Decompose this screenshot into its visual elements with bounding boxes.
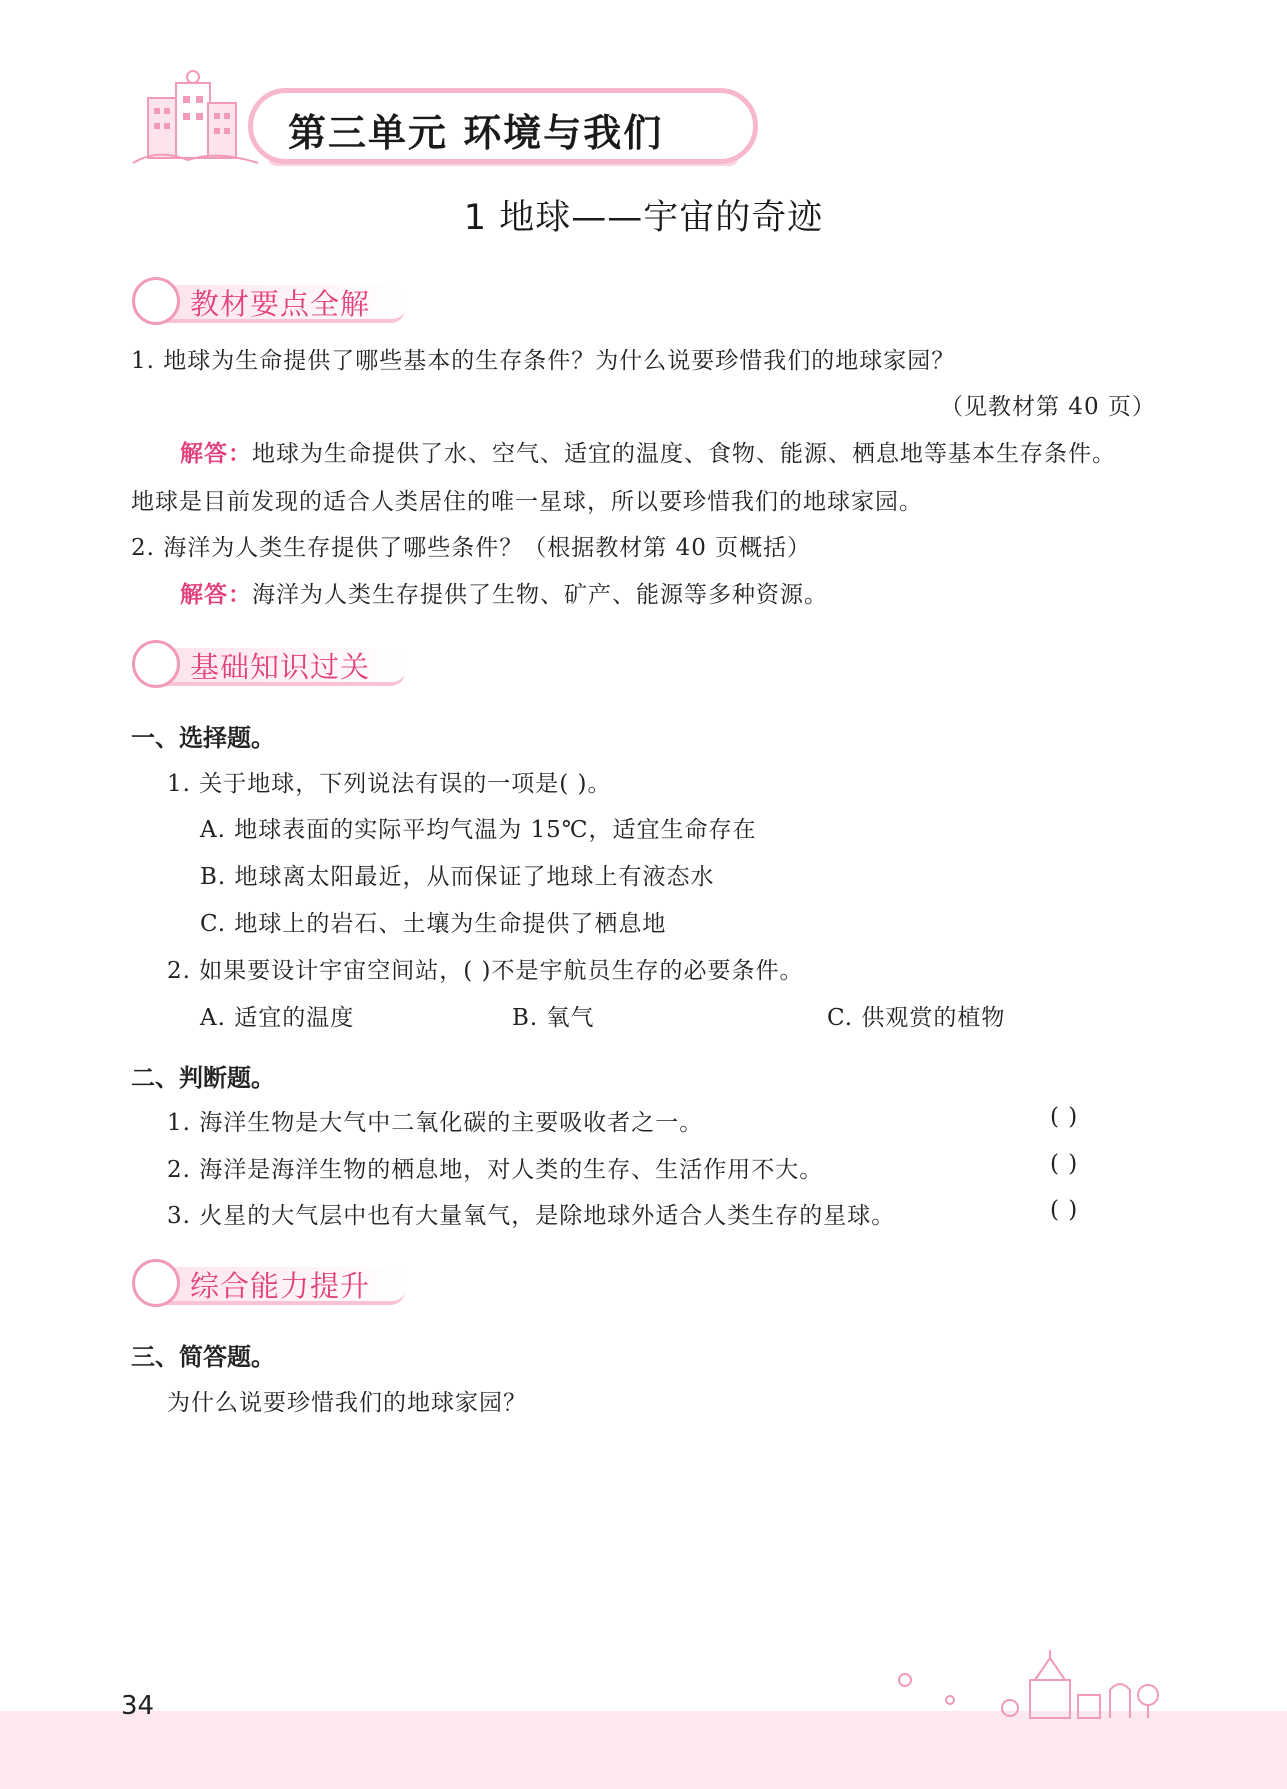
choice-q1-option-c: C. 地球上的岩石、土壤为生命提供了栖息地 [200,911,667,937]
boy-icon [132,1259,180,1307]
choice-q2-option-c: C. 供观赏的植物 [827,1005,1006,1031]
answer-label: 解答： [180,582,252,608]
owl-icon [132,277,180,325]
page-number: 34 [121,1691,155,1721]
choice-question-2: 2. 如果要设计宇宙空间站，( )不是宇航员生存的必要条件。 [167,958,804,984]
judge-item-2: 2. 海洋是海洋生物的栖息地，对人类的生存、生活作用不大。 [167,1157,824,1183]
answer-label: 解答： [180,441,252,467]
short-answer-question: 为什么说要珍惜我们的地球家园？ [167,1390,527,1416]
judge-item-1: 1. 海洋生物是大气中二氧化碳的主要吸收者之一。 [167,1110,704,1136]
girl-icon [132,640,180,688]
castle-illustration [880,1650,1180,1720]
judge-bracket-3: ( ) [1050,1197,1079,1223]
choice-q1-option-a: A. 地球表面的实际平均气温为 15℃，适宜生命存在 [200,817,757,843]
short-answer-heading: 三、简答题。 [131,1343,275,1371]
judge-bracket-1: ( ) [1050,1104,1079,1130]
lesson-title: 1 地球——宇宙的奇迹 [463,198,824,238]
answer-2 [180,576,828,609]
unit-title: 第三单元 环境与我们 [288,111,664,155]
section-header-key-points [132,277,422,327]
section-label: 基础知识过关 [190,650,371,684]
choice-question-1: 1. 关于地球，下列说法有误的一项是( )。 [167,771,612,797]
choice-heading: 一、选择题。 [131,724,275,752]
section-label: 教材要点全解 [190,287,371,321]
answer-1-line-2: 地球是目前发现的适合人类居住的唯一星球，所以要珍惜我们的地球家园。 [131,489,923,515]
section-header-basics [132,640,422,690]
judge-item-3: 3. 火星的大气层中也有大量氧气，是除地球外适合人类生存的星球。 [167,1203,896,1229]
footer-band [0,1711,1287,1789]
choice-q1-option-b: B. 地球离太阳最近，从而保证了地球上有液态水 [200,864,715,890]
choice-q2-option-a: A. 适宜的温度 [200,1005,355,1031]
key-question-1: 1. 地球为生命提供了哪些基本的生存条件？为什么说要珍惜我们的地球家园？ [131,348,956,374]
building-illustration [128,68,263,173]
judge-heading: 二、判断题。 [131,1064,275,1092]
choice-q2-option-b: B. 氧气 [512,1005,595,1031]
answer-text: 地球为生命提供了水、空气、适宜的温度、食物、能源、栖息地等基本生存条件。 [252,441,1116,467]
answer-text: 海洋为人类生存提供了生物、矿产、能源等多种资源。 [252,582,828,608]
key-question-1-ref: （见教材第 40 页） [940,394,1156,420]
unit-banner [248,88,768,170]
judge-bracket-2: ( ) [1050,1151,1079,1177]
section-header-advanced [132,1259,422,1309]
section-label: 综合能力提升 [190,1269,371,1303]
key-question-2: 2. 海洋为人类生存提供了哪些条件？（根据教材第 40 页概括） [131,535,812,561]
answer-1-line-1 [180,435,1116,468]
